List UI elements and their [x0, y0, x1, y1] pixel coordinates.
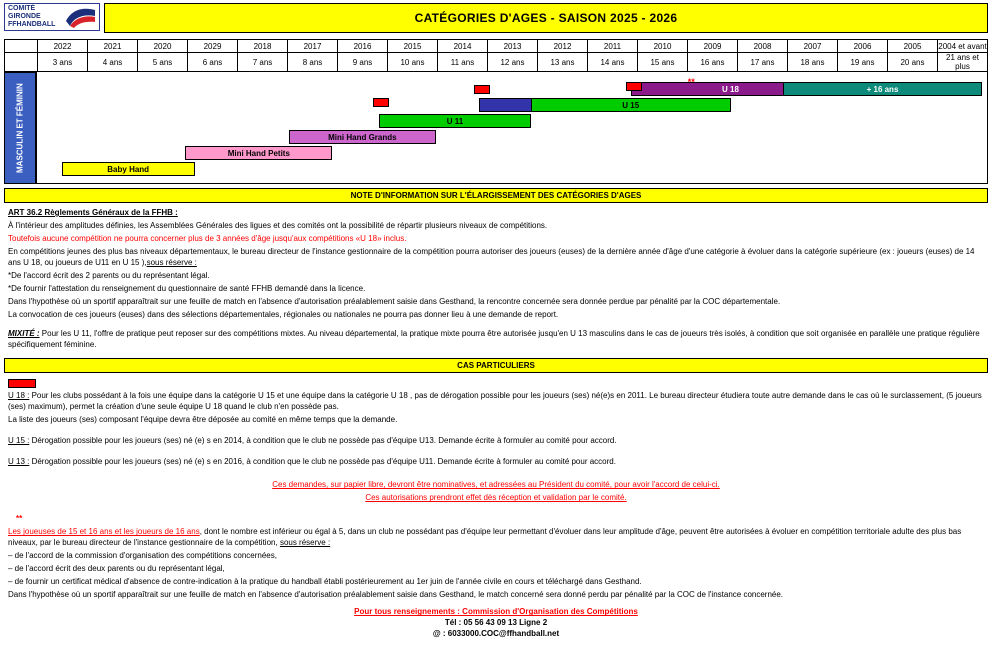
footer-line-2: Tél : 05 56 43 09 13 Ligne 2 [444, 618, 548, 628]
year-cell: 2004 et avant [938, 41, 987, 51]
note-p6: Dans l'hypothèse où un sportif apparaîtrait sur une feuille de match en l'absence d'autorisation préalablement saisie dans Gesthand, la rencontre concernée sera donnée perdue par pénalité par la COC départementale. [8, 297, 781, 306]
u13-text: Dérogation possible pour les joueurs (ses) né (e) s en 2016, à condition que le club ne possède pas d'équipe U11. Demande écrite à formuler au comité pour accord. [29, 457, 616, 467]
age-cell: 19 ans [838, 53, 888, 72]
category-bar: Mini Hand Grands [289, 130, 436, 144]
category-chart [4, 72, 988, 184]
dd-bullet-1: – de l'accord de la commission d'organisation des compétitions concernées, [8, 551, 277, 561]
double-star-marker: ** [16, 514, 23, 524]
u13-label: U 13 : [8, 457, 30, 467]
age-cell: 20 ans [888, 53, 938, 72]
double-star-icon: ** [687, 77, 695, 87]
page-title: CATÉGORIES D'AGES - SAISON 2025 - 2026 [104, 3, 988, 33]
year-cell: 2018 [238, 40, 288, 53]
u15-text: Dérogation possible pour les joueurs (ses) né (e) s en 2014, à condition que le club ne possède pas d'équipe U13. Demande écrite à formuler au comité pour accord. [29, 436, 617, 446]
gender-label: MASCULIN ET FÉMININ [4, 72, 36, 184]
category-bar: Baby Hand [62, 162, 195, 176]
cas-text-block [8, 390, 984, 600]
age-cell: 7 ans [238, 53, 288, 72]
red-star-icon [373, 98, 389, 107]
cas-red-note-2: Ces autorisations prendront effet dès réception et validation par le comité. [365, 493, 627, 503]
logo-line-1: COMITÉ [8, 5, 36, 12]
dd-paragraph [8, 526, 984, 548]
u18-paragraph-2: La liste des joueurs (ses) composant l'équipe devra être déposée au comité en même temps que la demande. [8, 415, 398, 425]
footer [4, 606, 988, 639]
age-cell: 4 ans [88, 53, 138, 72]
year-cell: 2022 [38, 40, 88, 53]
footer-line-1: Pour tous renseignements : Commission d'Organisation des Compétitions [354, 607, 638, 617]
u18-star-legend [8, 379, 984, 388]
red-star-icon [474, 85, 490, 94]
year-cell: 2006 [838, 40, 888, 53]
note-p7: La convocation de ces joueurs (euses) dans des sélections départementales, régionales ou nationales ne pourra pas donner lieu à une demande de report. [8, 310, 559, 319]
cas-red-note-1: Ces demandes, sur papier libre, devront être nominatives, et adressées au Président du comité, pour avoir l'accord de celui-ci. [272, 480, 720, 490]
dd-bullet-4: Dans l'hypothèse où un sportif apparaîtrait sur une feuille de match en l'absence d'autorisation préalablement saisie dans Gesthand, le match concerné sera donné perdu par pénalité par la COC de l'instance concernée. [8, 590, 784, 600]
corner-cell [5, 40, 38, 53]
cas-banner: CAS PARTICULIERS [4, 358, 988, 373]
note-p4: *De l'accord écrit des 2 parents ou du représentant légal. [8, 271, 210, 280]
age-cell: 14 ans [588, 53, 638, 72]
category-bar: U 11 [379, 114, 531, 128]
age-cell: 5 ans [138, 53, 188, 72]
year-cell: 2010 [638, 40, 688, 53]
chart-plot-area [36, 72, 988, 184]
u15-paragraph [8, 435, 984, 446]
note-p3 [8, 246, 984, 268]
age-cell: 21 ans et plus [938, 53, 988, 72]
age-cell: 11 ans [438, 53, 488, 72]
age-cell: 16 ans [688, 53, 738, 72]
note-p3-text: En compétitions jeunes des plus bas niveaux départementaux, le bureau directeur de l'instance gestionnaire de la compétition pourra autoriser des joueurs (euses) de la dernière année d'âge d'une catégorie à évoluer dans la catégorie supérieure (ex : joueurs (euses) de 14 ans U 18, ou joueurs de U11 en U 15 ), [8, 247, 975, 267]
age-cell: 13 ans [538, 53, 588, 72]
year-cell: 2013 [488, 40, 538, 53]
note-p2: Toutefois aucune compétition ne pourra concerner plus de 3 années d'âge jusqu'aux compétitions «U 18» inclus. [8, 234, 407, 243]
year-cell: 2021 [88, 40, 138, 53]
note-p3-underline: sous réserve : [146, 258, 197, 267]
year-cell: 2012 [538, 40, 588, 53]
u18-paragraph [8, 390, 984, 412]
year-cell: 2014 [438, 40, 488, 53]
logo-line-3: FFHANDBALL [8, 21, 56, 28]
committee-logo [4, 3, 100, 31]
age-cell: 17 ans [738, 53, 788, 72]
age-cell: 18 ans [788, 53, 838, 72]
dd-bullet-2: – de l'accord écrit des deux parents ou du représentant légal, [8, 564, 225, 574]
year-cell: 2007 [788, 40, 838, 53]
category-bar: + 16 ans [783, 82, 983, 96]
year-cell: 2005 [888, 40, 938, 53]
year-cell: 2017 [288, 40, 338, 53]
mixite-label: MIXITÉ : [8, 329, 40, 338]
footer-line-3: @ : 6033000.COC@ffhandball.net [432, 629, 560, 639]
art-title: ART 36.2 Règlements Généraux de la FFHB : [8, 208, 178, 217]
u15-label: U 15 : [8, 436, 30, 446]
years-table [4, 39, 988, 72]
age-cell: 8 ans [288, 53, 338, 72]
handball-logo-icon [66, 7, 96, 28]
year-cell: 2008 [738, 40, 788, 53]
dd-red-intro: Les joueuses de 15 et 16 ans et les joueurs de 16 ans [8, 527, 200, 537]
u13-paragraph [8, 456, 984, 467]
category-bar: Mini Hand Petits [185, 146, 332, 160]
mixite-text: Pour les U 11, l'offre de pratique peut reposer sur des compétitions mixtes. Au niveau départemental, la pratique mixte pourra être autorisée jusqu'en U 13 masculins dans le cas de joueurs très isolés, à condition que soit organisée en parallèle une pratique régulière spécifiquement féminine. [8, 329, 980, 349]
document-page [0, 3, 992, 649]
age-grid-header [4, 39, 988, 72]
note-p5: *De fournir l'attestation du renseignement du questionnaire de santé FFHB demandé dans la licence. [8, 284, 366, 293]
mixite-paragraph [8, 328, 984, 350]
corner-cell [5, 53, 38, 72]
header [4, 3, 988, 33]
year-cell: 2029 [188, 40, 238, 53]
age-cell: 6 ans [188, 53, 238, 72]
category-bar: U 15 [531, 98, 731, 112]
red-star-marker [8, 379, 36, 388]
u18-text: Pour les clubs possédant à la fois une équipe dans la catégorie U 15 et une équipe dans la catégorie U 18 , pas de dérogation possible pour les joueurs (ses) né(e)s en 2011. Le bureau directeur étudiera toute autre demande dans le cas où le surclassement, (5 joueurs (ses) maximum), permet la création d'une seule équipe U 18 quand le club n'en possède pas. [8, 391, 982, 412]
note-text-block [8, 207, 984, 350]
year-cell: 2009 [688, 40, 738, 53]
logo-text [5, 5, 55, 29]
year-cell: 2020 [138, 40, 188, 53]
years-row [5, 40, 988, 53]
note-p1: À l'intérieur des amplitudes définies, les Assemblées Générales des ligues et des comités ont la possibilité de répartir plusieurs niveaux de compétitions. [8, 221, 548, 230]
dd-underline: sous réserve : [279, 538, 331, 548]
year-cell: 2011 [588, 40, 638, 53]
category-bar: U 18 [631, 82, 831, 96]
age-cell: 10 ans [388, 53, 438, 72]
logo-line-2: GIRONDE [8, 13, 41, 20]
red-star-icon [626, 82, 642, 91]
age-cell: 15 ans [638, 53, 688, 72]
dd-text: , dont le nombre est inférieur ou égal à 5, dans un club ne possédant pas d'équipe leur permettant d'évoluer dans leur amplitude d'âge, peuvent être autorisées à évoluer en compétition territoriale adulte des plus bas niveaux, par le bureau directeur de l'instance gestionnaire de la compétition, [8, 527, 962, 548]
age-cell: 12 ans [488, 53, 538, 72]
u18-label: U 18 : [8, 391, 30, 401]
note-banner: NOTE D'INFORMATION SUR L'ÉLARGISSEMENT DES CATÉGORIES D'AGES [4, 188, 988, 203]
age-cell: 9 ans [338, 53, 388, 72]
year-cell: 2016 [338, 40, 388, 53]
ages-row [5, 53, 988, 72]
age-cell: 3 ans [38, 53, 88, 72]
dd-bullet-3: – de fournir un certificat médical d'absence de contre-indication à la pratique du handball établi postérieurement au 1er juin de l'année civile en cours et téléchargé dans Gesthand. [8, 577, 642, 587]
year-cell: 2015 [388, 40, 438, 53]
